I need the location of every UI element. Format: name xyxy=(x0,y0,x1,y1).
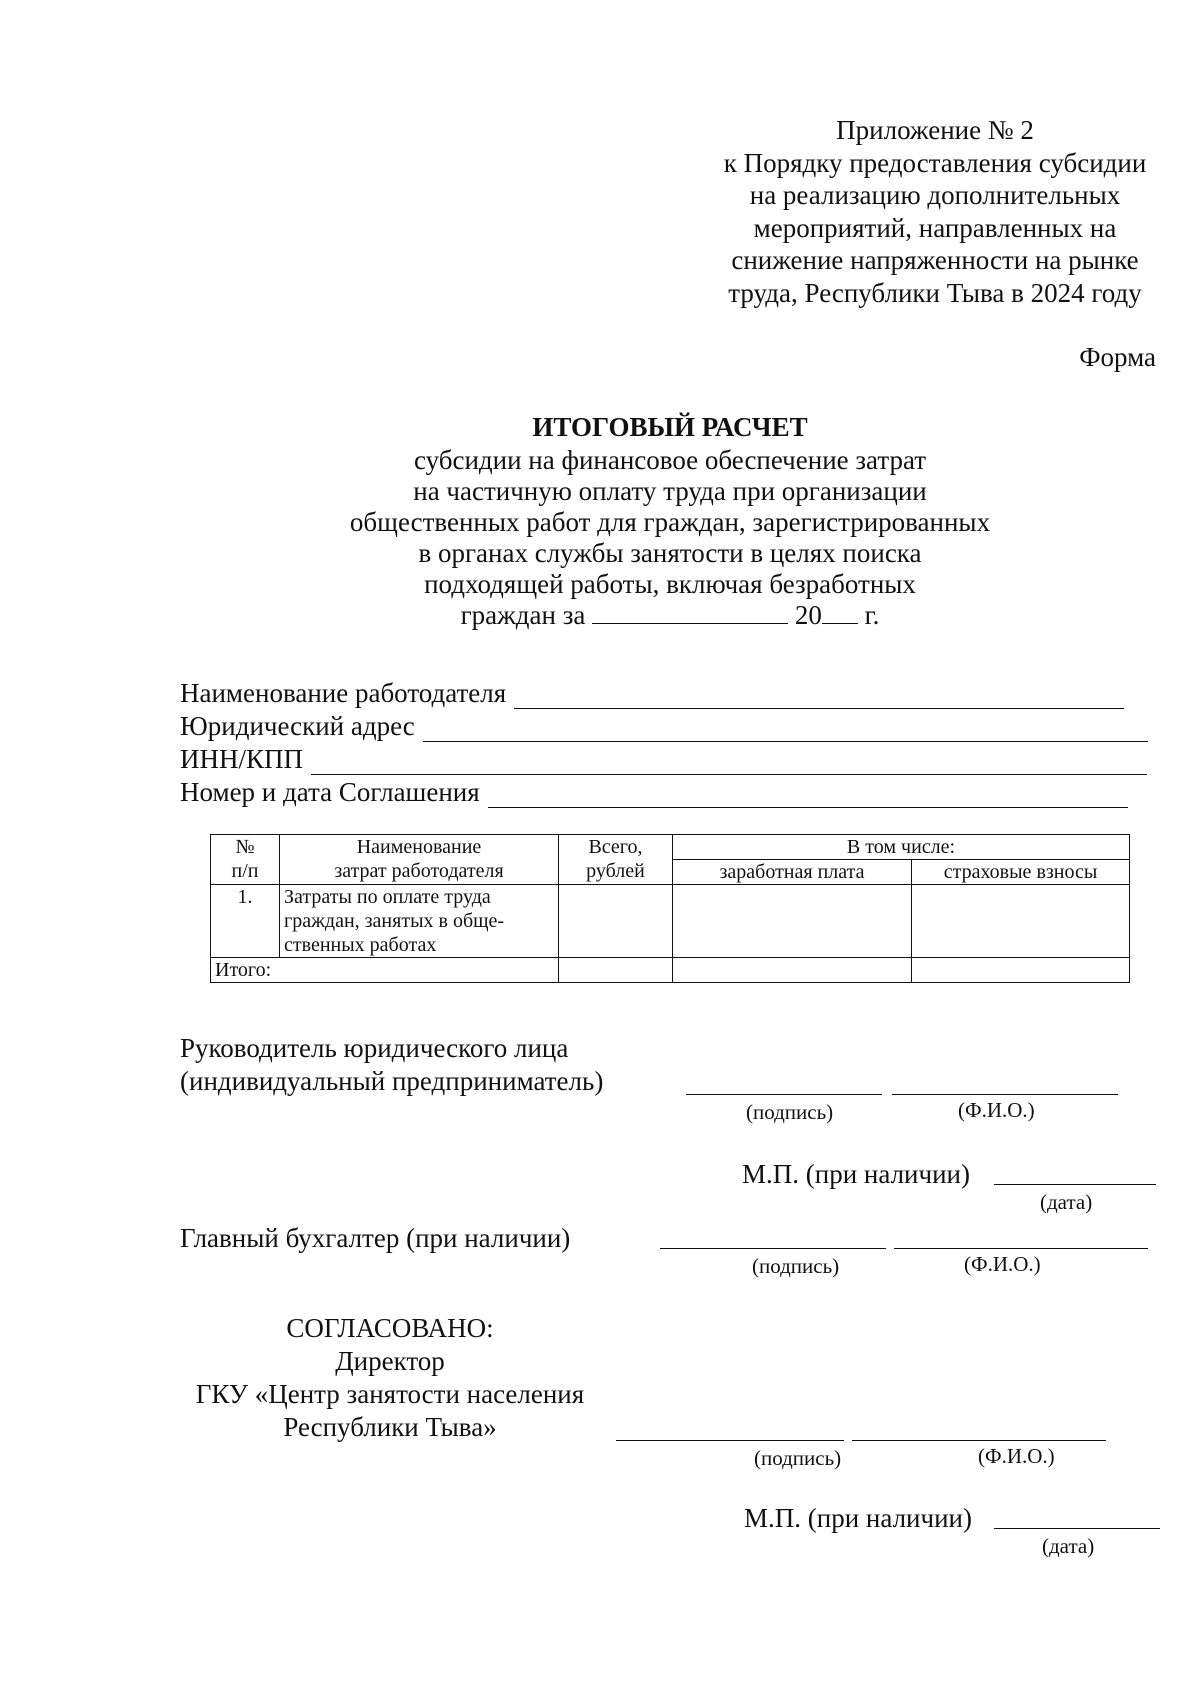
title-period-line xyxy=(230,600,1110,631)
agreement-label: Номер и дата Соглашения xyxy=(180,777,480,807)
accountant-fio-line[interactable] xyxy=(894,1248,1148,1249)
director-stamp-label: М.П. (при наличии) xyxy=(744,1503,972,1533)
row-name-line: граждан, занятых в обще- xyxy=(284,910,505,932)
total-salary-cell[interactable] xyxy=(673,958,912,983)
agreed-line: СОГЛАСОВАНО: xyxy=(286,1313,494,1343)
header-no-line: № xyxy=(235,836,255,858)
document-title-block xyxy=(230,412,1110,631)
row-salary-cell[interactable] xyxy=(673,885,912,958)
document-title: ИТОГОВЫЙ РАСЧЕТ xyxy=(532,412,808,442)
accountant-signature-line[interactable] xyxy=(660,1248,886,1249)
row-name-line: Затраты по оплате труда xyxy=(284,886,491,908)
header-total xyxy=(559,835,673,885)
head-signature-caption: (подпись) xyxy=(746,1100,834,1124)
title-period-prefix: граждан за xyxy=(460,600,586,630)
director-fio-line[interactable] xyxy=(852,1440,1106,1441)
title-line: субсидии на финансовое обеспечение затрат xyxy=(413,445,927,475)
header-including: В том числе: xyxy=(673,835,1130,860)
title-line: на частичную оплату труда при организации xyxy=(413,476,927,506)
header-no-line: п/п xyxy=(231,860,259,882)
title-line: общественных работ для граждан, зарегистрированных xyxy=(349,507,991,537)
total-sum-cell[interactable] xyxy=(559,958,673,983)
header-total-line: рублей xyxy=(586,860,645,882)
head-label xyxy=(180,1032,603,1098)
director-signature-line[interactable] xyxy=(616,1440,844,1441)
employer-name-row xyxy=(180,678,1124,709)
table-row xyxy=(211,885,1130,958)
agreement-row xyxy=(180,777,1128,808)
agreed-line: Республики Тыва» xyxy=(283,1412,497,1442)
appendix-line: снижение напряженности на рынке xyxy=(731,245,1139,275)
director-date-caption: (дата) xyxy=(1042,1534,1095,1558)
row-no: 1. xyxy=(211,885,280,958)
costs-table xyxy=(210,834,1130,983)
inn-kpp-fill[interactable] xyxy=(311,750,1147,775)
header-no xyxy=(211,835,280,885)
table-header-row xyxy=(211,835,1130,860)
agreement-fill[interactable] xyxy=(488,783,1128,808)
row-insurance-cell[interactable] xyxy=(912,885,1130,958)
stamp-label: М.П. (при наличии) xyxy=(742,1159,970,1189)
header-name-line: Наименование xyxy=(356,836,482,858)
head-label-line: (индивидуальный предприниматель) xyxy=(180,1066,604,1096)
director-signature-caption: (подпись) xyxy=(754,1446,842,1470)
total-insurance-cell[interactable] xyxy=(912,958,1130,983)
title-period-year: 20 xyxy=(794,600,822,630)
appendix-line: мероприятий, направленных на xyxy=(753,212,1117,243)
title-line: в органах службы занятости в целях поиска xyxy=(418,538,922,568)
appendix-line: Приложение № 2 xyxy=(836,115,1034,145)
director-fio-caption: (Ф.И.О.) xyxy=(978,1444,1055,1468)
row-name xyxy=(280,885,559,958)
legal-address-label: Юридический адрес xyxy=(180,711,415,741)
row-total-cell[interactable] xyxy=(559,885,673,958)
table-total-row xyxy=(211,958,1130,983)
employer-name-label: Наименование работодателя xyxy=(180,678,507,708)
head-fio-caption: (Ф.И.О.) xyxy=(958,1098,1035,1122)
header-salary: заработная плата xyxy=(673,860,912,885)
appendix-line: труда, Республики Тыва в 2024 году xyxy=(728,277,1142,308)
accountant-fio-caption: (Ф.И.О.) xyxy=(964,1252,1041,1276)
period-fill-line[interactable] xyxy=(592,601,788,624)
title-line: подходящей работы, включая безработных xyxy=(424,569,916,599)
total-label: Итого: xyxy=(211,958,559,983)
inn-kpp-label: ИНН/КПП xyxy=(180,744,304,774)
agreed-block xyxy=(180,1312,600,1444)
head-signature-line[interactable] xyxy=(686,1094,882,1095)
agreed-line: ГКУ «Центр занятости населения xyxy=(195,1379,585,1409)
appendix-line: к Порядку предоставления субсидии xyxy=(723,147,1147,178)
year-fill-line[interactable] xyxy=(822,601,858,624)
row-name-line: ственных работах xyxy=(284,934,437,956)
chief-accountant-label: Главный бухгалтер (при наличии) xyxy=(180,1223,571,1253)
head-fio-line[interactable] xyxy=(892,1094,1118,1095)
appendix-header xyxy=(690,114,1180,309)
legal-address-row xyxy=(180,711,1148,742)
accountant-signature-caption: (подпись) xyxy=(752,1254,840,1278)
employer-name-fill[interactable] xyxy=(514,684,1124,709)
header-insurance: страховые взносы xyxy=(912,860,1130,885)
header-total-line: Всего, xyxy=(588,836,643,858)
head-label-line: Руководитель юридического лица xyxy=(180,1033,569,1063)
title-period-suffix: г. xyxy=(864,600,880,630)
form-label: Форма xyxy=(1079,342,1156,372)
header-name-line: затрат работодателя xyxy=(334,860,504,882)
director-date-line[interactable] xyxy=(994,1528,1160,1529)
legal-address-fill[interactable] xyxy=(423,717,1148,742)
appendix-line: на реализацию дополнительных xyxy=(749,180,1121,210)
stamp-date-line[interactable] xyxy=(994,1184,1156,1185)
header-name xyxy=(280,835,559,885)
stamp-date-caption: (дата) xyxy=(1040,1190,1093,1214)
inn-kpp-row xyxy=(180,744,1147,775)
agreed-line: Директор xyxy=(335,1346,445,1376)
